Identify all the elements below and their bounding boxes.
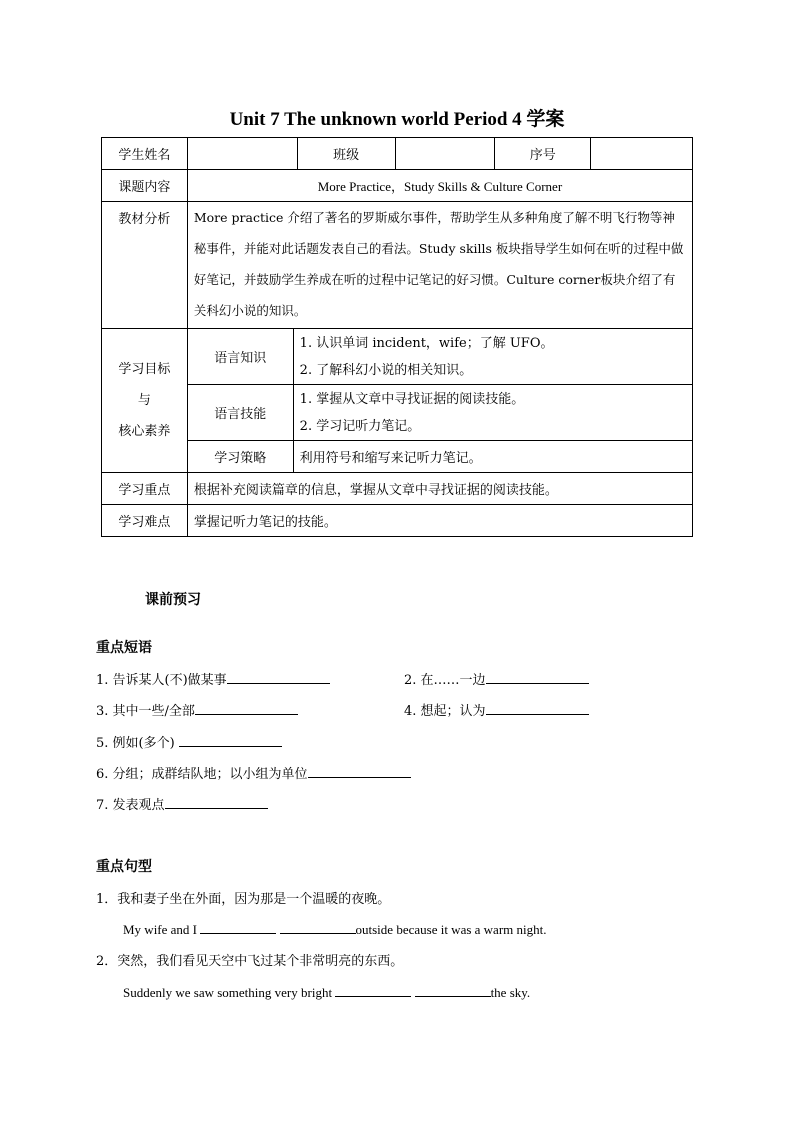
- objectives-label-line: 核心素养: [118, 424, 171, 439]
- answer-blank[interactable]: [280, 919, 356, 934]
- phrase-item: 4. 想起；认为: [404, 700, 589, 719]
- answer-blank[interactable]: [227, 669, 330, 684]
- answer-blank[interactable]: [195, 700, 298, 715]
- key-point-label: 学习重点: [102, 473, 188, 505]
- analysis-label: 教材分析: [102, 202, 188, 329]
- student-name-label: 学生姓名: [102, 138, 188, 170]
- objectives-label-line: 学习目标: [118, 362, 171, 377]
- table-row: [102, 329, 693, 385]
- sentence-cn: 1．我和妻子坐在外面，因为那是一个温暖的夜晚。: [96, 892, 391, 907]
- phrase-item: 3. 其中一些/全部: [96, 700, 298, 719]
- info-table: [101, 137, 693, 537]
- class-label: 班级: [297, 138, 395, 170]
- answer-blank[interactable]: [200, 919, 276, 934]
- answer-blank[interactable]: [335, 982, 411, 997]
- sentences-heading: 重点句型: [96, 859, 152, 875]
- list-item: 1. 认识单词 incident，wife；了解 UFO。: [299, 335, 554, 351]
- difficulty-label: 学习难点: [102, 505, 188, 537]
- number-label: 序号: [495, 138, 591, 170]
- phrase-item: 5. 例如(多个): [96, 732, 282, 751]
- sentence-en: My wife and I outside because it was a warm night.: [123, 919, 547, 938]
- phrase-item: 1. 告诉某人(不)做某事: [96, 669, 330, 688]
- objectives-label: [102, 329, 188, 473]
- answer-blank[interactable]: [415, 982, 491, 997]
- table-row: [102, 170, 693, 202]
- knowledge-label: 语言知识: [187, 329, 293, 385]
- skills-label: 语言技能: [187, 385, 293, 441]
- topic-value: More Practice，Study Skills & Culture Corner: [187, 170, 692, 202]
- table-row: [102, 473, 693, 505]
- answer-blank[interactable]: [308, 763, 411, 778]
- knowledge-items: [293, 329, 692, 385]
- preview-heading: 课前预习: [145, 592, 201, 608]
- list-item: 2. 学习记听力笔记。: [299, 418, 421, 434]
- phrase-item: 7. 发表观点: [96, 794, 268, 813]
- phrase-item: 2. 在……一边: [404, 669, 589, 688]
- skills-items: [293, 385, 692, 441]
- phrase-item: 6. 分组；成群结队地；以小组为单位: [96, 763, 411, 782]
- answer-blank[interactable]: [486, 669, 589, 684]
- objectives-label-line: 与: [137, 393, 151, 408]
- table-row: [102, 202, 693, 329]
- answer-blank[interactable]: [486, 700, 589, 715]
- table-row: [102, 385, 693, 441]
- difficulty-value: 掌握记听力笔记的技能。: [187, 505, 692, 537]
- student-name-field[interactable]: [187, 138, 297, 170]
- list-item: 1. 掌握从文章中寻找证据的阅读技能。: [299, 391, 525, 407]
- class-field[interactable]: [395, 138, 495, 170]
- phrases-heading: 重点短语: [96, 640, 152, 656]
- analysis-value: More practice 介绍了著名的罗斯威尔事件，帮助学生从多种角度了解不明飞行物等神秘事件，并能对此话题发表自己的看法。Study skills 板块指导学生如何在听的过程中做好笔记，并鼓励学生养成在听的过程中记笔记的好习惯。Culture corner板块介绍了有关科幻小说的知识。: [187, 202, 692, 329]
- strategy-label: 学习策略: [187, 441, 293, 473]
- answer-blank[interactable]: [179, 732, 282, 747]
- table-row: [102, 505, 693, 537]
- sentence-cn: 2．突然，我们看见天空中飞过某个非常明亮的东西。: [96, 954, 404, 969]
- table-row: [102, 138, 693, 170]
- page-title: Unit 7 The unknown world Period 4 学案: [229, 109, 565, 130]
- sentence-en: Suddenly we saw something very bright the sky.: [123, 982, 530, 1001]
- topic-label: 课题内容: [102, 170, 188, 202]
- strategy-value: 利用符号和缩写来记听力笔记。: [293, 441, 692, 473]
- key-point-value: 根据补充阅读篇章的信息，掌握从文章中寻找证据的阅读技能。: [187, 473, 692, 505]
- table-row: [102, 441, 693, 473]
- list-item: 2. 了解科幻小说的相关知识。: [299, 362, 473, 378]
- number-field[interactable]: [591, 138, 693, 170]
- answer-blank[interactable]: [165, 794, 268, 809]
